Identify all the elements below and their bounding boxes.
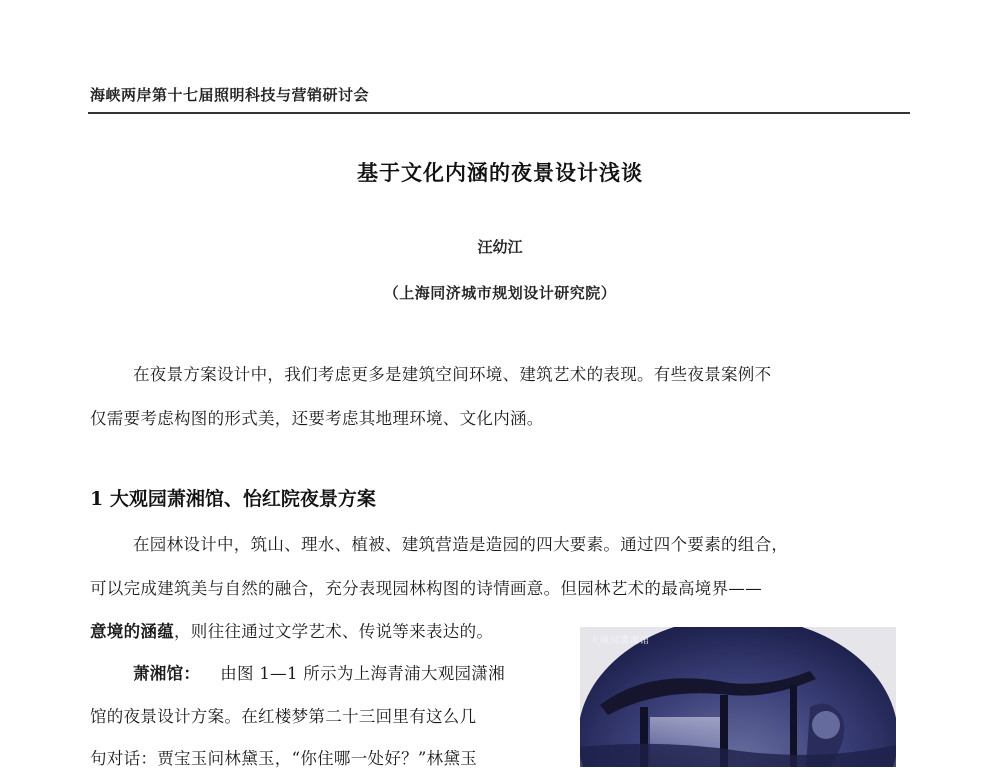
header-rule [88, 112, 910, 114]
para2-line-1 [133, 660, 505, 684]
conference-header: 海峡两岸第十七届照明科技与营销研讨会 [90, 86, 370, 104]
para2-line-2: 馆的夜景设计方案。在红楼梦第二十三回里有这么几 [90, 707, 477, 726]
para1-line-1: 在园林设计中，筑山、理水、植被、建筑营造是造园的四大要素。通过四个要素的组合， [133, 535, 789, 554]
intro-line-2: 仅需要考虑构图的形式美，还要考虑其地理环境、文化内涵。 [90, 409, 544, 428]
para1-line-3-rest: ，则往往通过文学艺术、传说等来表达的。 [174, 622, 494, 641]
author-name: 汪幼江 [477, 238, 523, 256]
intro-line-1: 在夜景方案设计中，我们考虑更多是建筑空间环境、建筑艺术的表现。有些夜景案例不 [133, 365, 772, 384]
figure-caption: 大观园潇湘馆 [590, 636, 651, 646]
night-scene-image [580, 627, 896, 767]
para1-line-2: 可以完成建筑美与自然的融合，充分表现园林构图的诗情画意。但园林艺术的最高境界—— [90, 579, 762, 598]
para2-line-3: 句对话：贾宝玉问林黛玉，“你住哪一处好？”林黛玉 [90, 749, 478, 768]
para2-line-1-rest: 由图 1—1 所示为上海青浦大观园潇湘 [220, 664, 505, 683]
subheading-label: 萧湘馆： [133, 664, 201, 683]
section-1-heading: 1 大观园萧湘馆、怡红院夜景方案 [90, 488, 376, 510]
figure-photo [580, 627, 896, 767]
para1-line-3 [90, 618, 493, 642]
emphasis-text: 意境的涵蕴 [90, 622, 174, 641]
paper-title: 基于文化内涵的夜景设计浅谈 [357, 160, 643, 185]
author-affiliation: （上海同济城市规划设计研究院） [383, 284, 617, 302]
